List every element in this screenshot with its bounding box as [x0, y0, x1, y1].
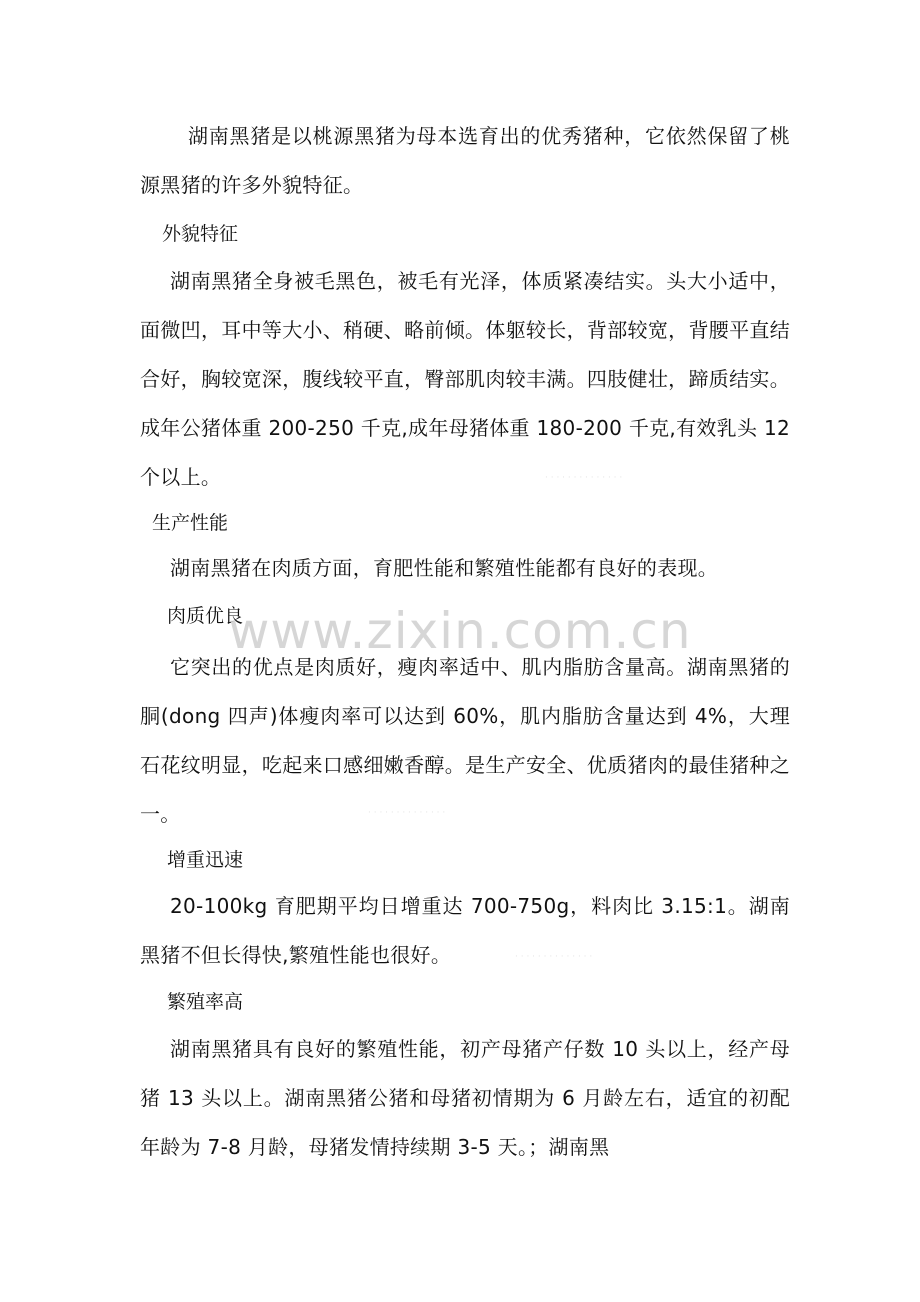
section-heading-production: 生产性能 [152, 512, 229, 534]
intro-paragraph: 湖南黑猪是以桃源黑猪为母本选育出的优秀猪种，它依然保留了桃源黑猪的许多外貌特征。 [140, 124, 790, 197]
section-heading-appearance: 外貌特征 [162, 223, 239, 245]
section-body-reproduction: 湖南黑猪具有良好的繁殖性能，初产母猪产仔数 10 头以上，经产母猪 13 头以上。湖南黑猪公猪和母猪初情期为 6 月龄左右，适宜的初配年龄为 7-8 月龄，母猪发情持续期 3-5 天。；湖南黑 [140, 1037, 790, 1159]
watermark-text: www.zixin.com.cn [228, 602, 692, 660]
faint-mark: · · · · · · · · · · · · · · [545, 473, 623, 483]
section-heading-weight-gain: 增重迅速 [167, 849, 244, 871]
section-body-meat-quality: 它突出的优点是肉质好，瘦肉率适中、肌内脂肪含量高。湖南黑猪的胴(dong 四声)体瘦肉率可以达到 60%，肌内脂肪含量达到 4%，大理石花纹明显，吃起来口感细嫩香醇。是生产安全、优质猪肉的最佳猪种之一。 [140, 655, 790, 826]
section-heading-meat-quality: 肉质优良 [167, 605, 244, 627]
faint-mark: · · · · · · · · · · · · · · [368, 808, 446, 818]
section-body-production: 湖南黑猪在肉质方面，育肥性能和繁殖性能都有良好的表现。 [170, 556, 719, 580]
faint-mark: · · · · · · · · · · · · · · [515, 952, 593, 962]
section-body-weight-gain: 20-100kg 育肥期平均日增重达 700-750g，料肉比 3.15:1。湖南黑猪不但长得快,繁殖性能也很好。 [140, 894, 790, 967]
section-heading-reproduction: 繁殖率高 [167, 991, 244, 1013]
section-body-appearance: 湖南黑猪全身被毛黑色，被毛有光泽，体质紧凑结实。头大小适中，面微凹，耳中等大小、稍硬、略前倾。体躯较长，背部较宽，背腰平直结合好，胸较宽深，腹线较平直，臀部肌肉较丰满。四肢健壮，蹄质结实。成年公猪体重 200-250 千克,成年母猪体重 180-200 千克,有效乳头 12 个以上。 [140, 269, 790, 489]
